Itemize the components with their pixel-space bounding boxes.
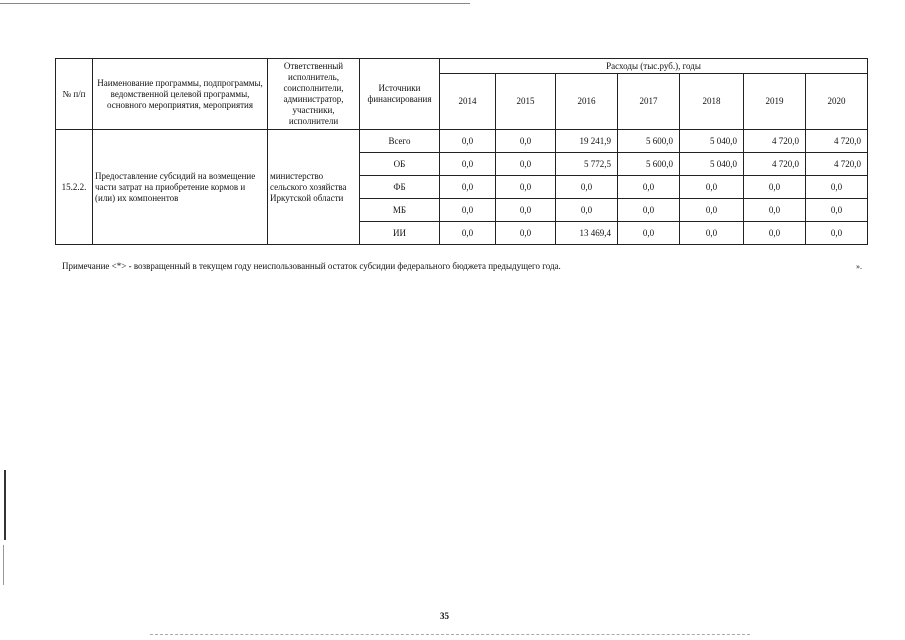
value-cell: 0,0 bbox=[744, 199, 806, 222]
value-cell: 0,0 bbox=[496, 130, 556, 153]
value-cell: 0,0 bbox=[618, 199, 680, 222]
value-cell: 0,0 bbox=[680, 199, 744, 222]
value-cell: 0,0 bbox=[744, 222, 806, 245]
value-cell: 0,0 bbox=[556, 199, 618, 222]
value-cell: 0,0 bbox=[744, 176, 806, 199]
source-cell: ИИ bbox=[360, 222, 440, 245]
scan-edge-left bbox=[4, 470, 6, 540]
value-cell: 5 040,0 bbox=[680, 153, 744, 176]
value-cell: 0,0 bbox=[806, 199, 868, 222]
value-cell: 5 600,0 bbox=[618, 130, 680, 153]
value-cell: 0,0 bbox=[618, 222, 680, 245]
header-year: 2020 bbox=[806, 74, 868, 130]
scan-edge-bottom bbox=[150, 634, 750, 635]
value-cell: 0,0 bbox=[496, 176, 556, 199]
value-cell: 0,0 bbox=[618, 176, 680, 199]
source-cell: Всего bbox=[360, 130, 440, 153]
header-year: 2016 bbox=[556, 74, 618, 130]
item-number: 15.2.2. bbox=[56, 130, 93, 245]
scan-edge-top bbox=[0, 3, 470, 4]
header-year: 2017 bbox=[618, 74, 680, 130]
value-cell: 5 772,5 bbox=[556, 153, 618, 176]
header-name: Наименование программы, подпрограммы, ведомственной целевой программы, основного мероприятия, мероприятия bbox=[93, 59, 268, 130]
source-cell: МБ bbox=[360, 199, 440, 222]
value-cell: 4 720,0 bbox=[744, 130, 806, 153]
value-cell: 13 469,4 bbox=[556, 222, 618, 245]
value-cell: 0,0 bbox=[496, 199, 556, 222]
value-cell: 19 241,9 bbox=[556, 130, 618, 153]
source-cell: ОБ bbox=[360, 153, 440, 176]
value-cell: 5 040,0 bbox=[680, 130, 744, 153]
value-cell: 5 600,0 bbox=[618, 153, 680, 176]
header-year: 2019 bbox=[744, 74, 806, 130]
item-responsible: министерство сельского хозяйства Иркутской области bbox=[268, 130, 360, 245]
financing-table bbox=[55, 58, 868, 245]
header-year: 2018 bbox=[680, 74, 744, 130]
value-cell: 0,0 bbox=[680, 176, 744, 199]
value-cell: 0,0 bbox=[556, 176, 618, 199]
footnote: Примечание <*> - возвращенный в текущем году неиспользованный остаток субсидии федерального бюджета предыдущего года. bbox=[62, 261, 561, 271]
value-cell: 0,0 bbox=[440, 130, 496, 153]
quote-mark: ». bbox=[856, 262, 862, 271]
value-cell: 0,0 bbox=[440, 222, 496, 245]
value-cell: 4 720,0 bbox=[806, 153, 868, 176]
value-cell: 0,0 bbox=[440, 199, 496, 222]
header-responsible: Ответственный исполнитель, соисполнители, администратор, участники, исполнители bbox=[268, 59, 360, 130]
header-row-1 bbox=[56, 59, 868, 74]
value-cell: 4 720,0 bbox=[806, 130, 868, 153]
value-cell: 0,0 bbox=[440, 153, 496, 176]
scan-edge-left-faint bbox=[3, 545, 4, 585]
header-year: 2015 bbox=[496, 74, 556, 130]
value-cell: 0,0 bbox=[496, 222, 556, 245]
table-row bbox=[56, 130, 868, 153]
value-cell: 4 720,0 bbox=[744, 153, 806, 176]
header-year: 2014 bbox=[440, 74, 496, 130]
item-name: Предоставление субсидий на возмещение части затрат на приобретение кормов и (или) их компонентов bbox=[93, 130, 268, 245]
value-cell: 0,0 bbox=[806, 222, 868, 245]
header-num: № п/п bbox=[56, 59, 93, 130]
value-cell: 0,0 bbox=[806, 176, 868, 199]
header-expenses: Расходы (тыс.руб.), годы bbox=[440, 59, 868, 74]
value-cell: 0,0 bbox=[680, 222, 744, 245]
header-sources: Источники финансирования bbox=[360, 59, 440, 130]
source-cell: ФБ bbox=[360, 176, 440, 199]
value-cell: 0,0 bbox=[440, 176, 496, 199]
page-number: 35 bbox=[440, 611, 449, 621]
value-cell: 0,0 bbox=[496, 153, 556, 176]
